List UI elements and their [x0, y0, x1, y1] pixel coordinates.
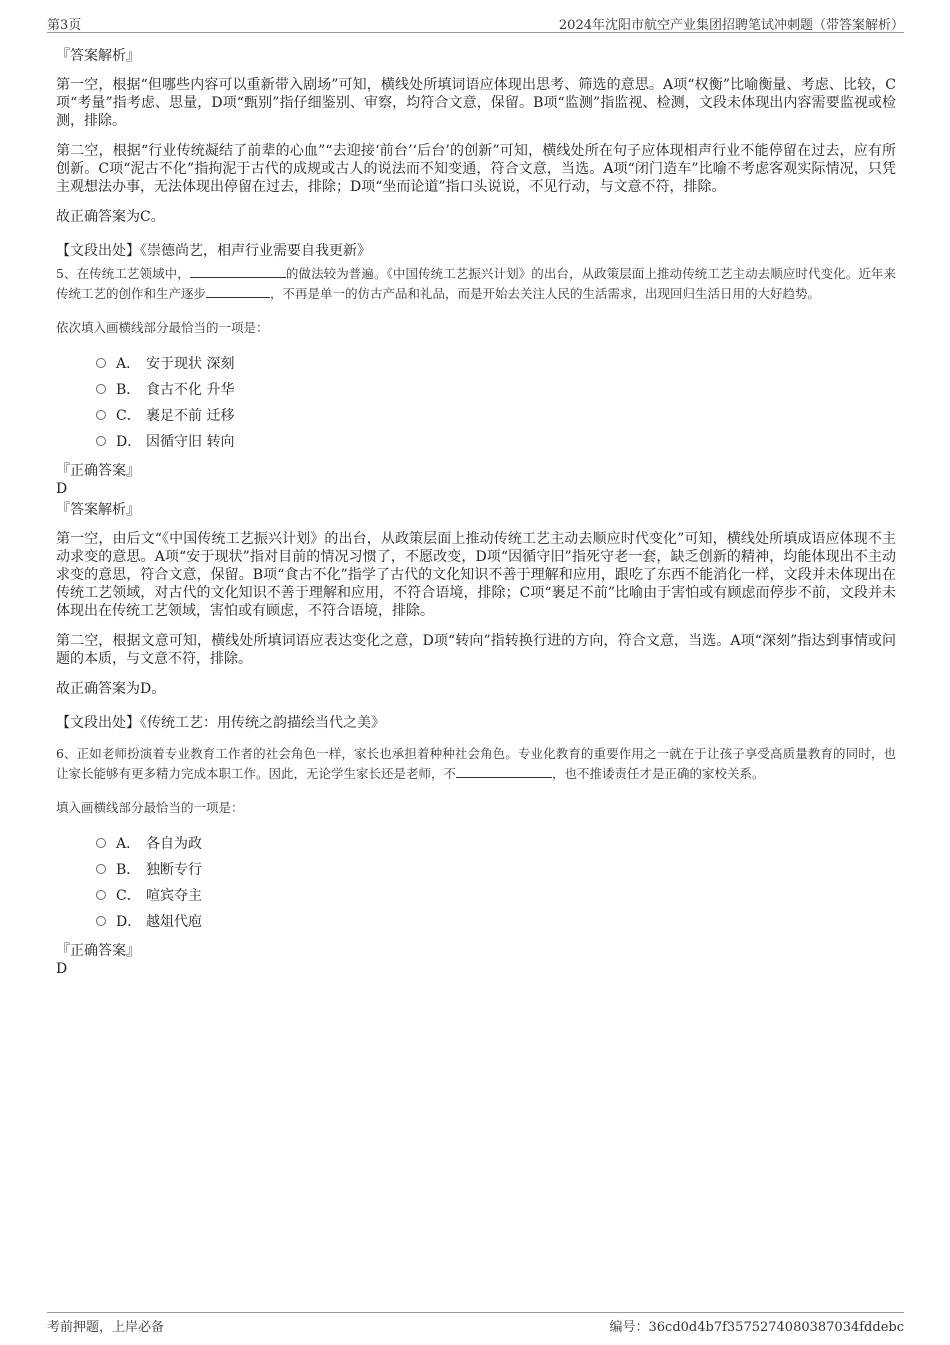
- radio-icon[interactable]: [96, 838, 106, 848]
- option-text: 独断专行: [146, 862, 202, 878]
- radio-icon[interactable]: [96, 916, 106, 926]
- option-a[interactable]: [96, 830, 896, 856]
- source-citation: 【文段出处】《传统工艺：用传统之韵描绘当代之美》: [56, 715, 385, 731]
- option-b[interactable]: [96, 376, 896, 402]
- correct-answer-label: 『正确答案』: [56, 463, 140, 479]
- correct-answer: D: [56, 481, 68, 497]
- correct-answer: D: [56, 961, 68, 977]
- question-5-options: [96, 350, 896, 454]
- answer-conclusion: 故正确答案为C。: [56, 209, 165, 225]
- option-text: 各自为政: [146, 836, 202, 852]
- analysis-label: 『答案解析』: [56, 502, 140, 518]
- correct-answer-label: 『正确答案』: [56, 943, 140, 959]
- option-text: 喧宾夺主: [146, 888, 202, 904]
- analysis-paragraph: 第一空，由后文“《中国传统工艺振兴计划》的出台，从政策层面上推动传统工艺主动去顺应时代变化”可知，横线处所填成语应体现不主动求变的意思。A项“安于现状”指对目前的情况习惯了，不愿改变，D项“因循守旧”指死守老一套，缺乏创新的精神，均能体现出不主动求变的意思，符合文意，保留。B项“食古不化”指学了古代的文化知识不善于理解和应用，跟吃了东西不能消化一样，文段并未体现出在传统工艺领域，对古代的文化知识不善于理解和应用，不符合语境，排除；C项“裹足不前”比喻由于害怕或有顾虑而停步不前，文段并未体现出在传统工艺领域，害怕或有顾虑，不符合语境，排除。: [56, 531, 896, 619]
- option-text: 越俎代庖: [146, 914, 202, 930]
- page-content: [56, 46, 896, 978]
- radio-icon[interactable]: [96, 410, 106, 420]
- option-a[interactable]: [96, 350, 896, 376]
- fill-blank: [456, 764, 552, 778]
- option-letter: D．: [116, 434, 142, 450]
- option-d[interactable]: [96, 908, 896, 934]
- radio-icon[interactable]: [96, 358, 106, 368]
- option-letter: D．: [116, 914, 142, 930]
- radio-icon[interactable]: [96, 890, 106, 900]
- page-footer: [47, 1312, 904, 1333]
- option-letter: C．: [116, 408, 141, 424]
- question-instruction: 依次填入画横线部分最恰当的一项是：: [56, 320, 269, 335]
- option-text: 因循守旧 转向: [146, 434, 235, 450]
- source-citation: 【文段出处】《崇德尚艺，相声行业需要自我更新》: [56, 243, 371, 259]
- analysis-label: 『答案解析』: [56, 48, 140, 64]
- option-text: 裹足不前 迁移: [146, 408, 235, 424]
- page-number: 第3页: [47, 18, 82, 33]
- question-instruction: 填入画横线部分最恰当的一项是：: [56, 800, 244, 815]
- question-text: ，不再是单一的仿古产品和礼品，而是开始去关注人民的生活需求，出现回归生活日用的大好趋势。: [270, 286, 821, 301]
- fill-blank: [190, 264, 286, 278]
- document-id: 编号：36cd0d4b7f3575274080387034fddebc: [609, 1320, 904, 1335]
- option-c[interactable]: [96, 882, 896, 908]
- answer-conclusion: 故正确答案为D。: [56, 681, 166, 697]
- question-text: 5、在传统工艺领域中，: [56, 266, 190, 281]
- radio-icon[interactable]: [96, 384, 106, 394]
- question-text: ，也不推诿责任才是正确的家校关系。: [552, 766, 765, 781]
- analysis-paragraph: 第一空，根据“但哪些内容可以重新带入剧场”可知，横线处所填词语应体现出思考、筛选的意思。A项“权衡”比喻衡量、考虑、比较，C项“考量”指考虑、思量，D项“甄别”指仔细鉴别、审察，均符合文意，保留。B项“监测”指监视、检测，文段未体现出内容需要监视或检测，排除。: [56, 77, 896, 129]
- radio-icon[interactable]: [96, 436, 106, 446]
- option-letter: B．: [116, 382, 141, 398]
- footer-slogan: 考前押题，上岸必备: [47, 1320, 165, 1335]
- fill-blank: [206, 284, 270, 298]
- option-letter: A．: [116, 356, 141, 372]
- question-6-stem: [56, 744, 896, 784]
- option-text: 食古不化 升华: [146, 382, 235, 398]
- option-text: 安于现状 深刻: [146, 356, 235, 372]
- option-letter: C．: [116, 888, 141, 904]
- document-title: 2024年沈阳市航空产业集团招聘笔试冲刺题（带答案解析）: [558, 18, 904, 33]
- option-b[interactable]: [96, 856, 896, 882]
- question-text: 6、正如老师扮演着专业教育工作者的社会角色一样，家长也承担着种种社会角色。专业化教育的重要作用之一就在于让孩子享受高质量教育的同时，也让家长能够有更多精力完成本职工作。因此，无论学生家长还是老师，不: [56, 746, 896, 781]
- option-d[interactable]: [96, 428, 896, 454]
- analysis-paragraph: 第二空，根据“行业传统凝结了前辈的心血”“去迎接‘前台’‘后台’的创新”可知，横线处所在句子应体现相声行业不能停留在过去，应有所创新。C项“泥古不化”指拘泥于古代的成规或古人的说法而不知变通，符合文意，当选。A项“闭门造车”比喻不考虑客观实际情况，只凭主观想法办事，无法体现出停留在过去，排除；D项“坐而论道”指口头说说，不见行动，与文意不符，排除。: [56, 143, 896, 195]
- radio-icon[interactable]: [96, 864, 106, 874]
- question-text: 的做法较为普遍。《中国传统工艺振兴计划》的出台，从政策层面上推动传统工艺主动去顺应时代变化。近年来传统工艺的创作和生产逐步: [56, 266, 896, 301]
- analysis-paragraph: 第二空，根据文意可知，横线处所填词语应表达变化之意，D项“转向”指转换行进的方向，符合文意，当选。A项“深刻”指达到事情或问题的本质，与文意不符，排除。: [56, 633, 896, 667]
- option-letter: B．: [116, 862, 141, 878]
- page-header: [47, 14, 904, 33]
- option-c[interactable]: [96, 402, 896, 428]
- question-5-stem: [56, 264, 896, 304]
- option-letter: A．: [116, 836, 141, 852]
- question-6-options: [96, 830, 896, 934]
